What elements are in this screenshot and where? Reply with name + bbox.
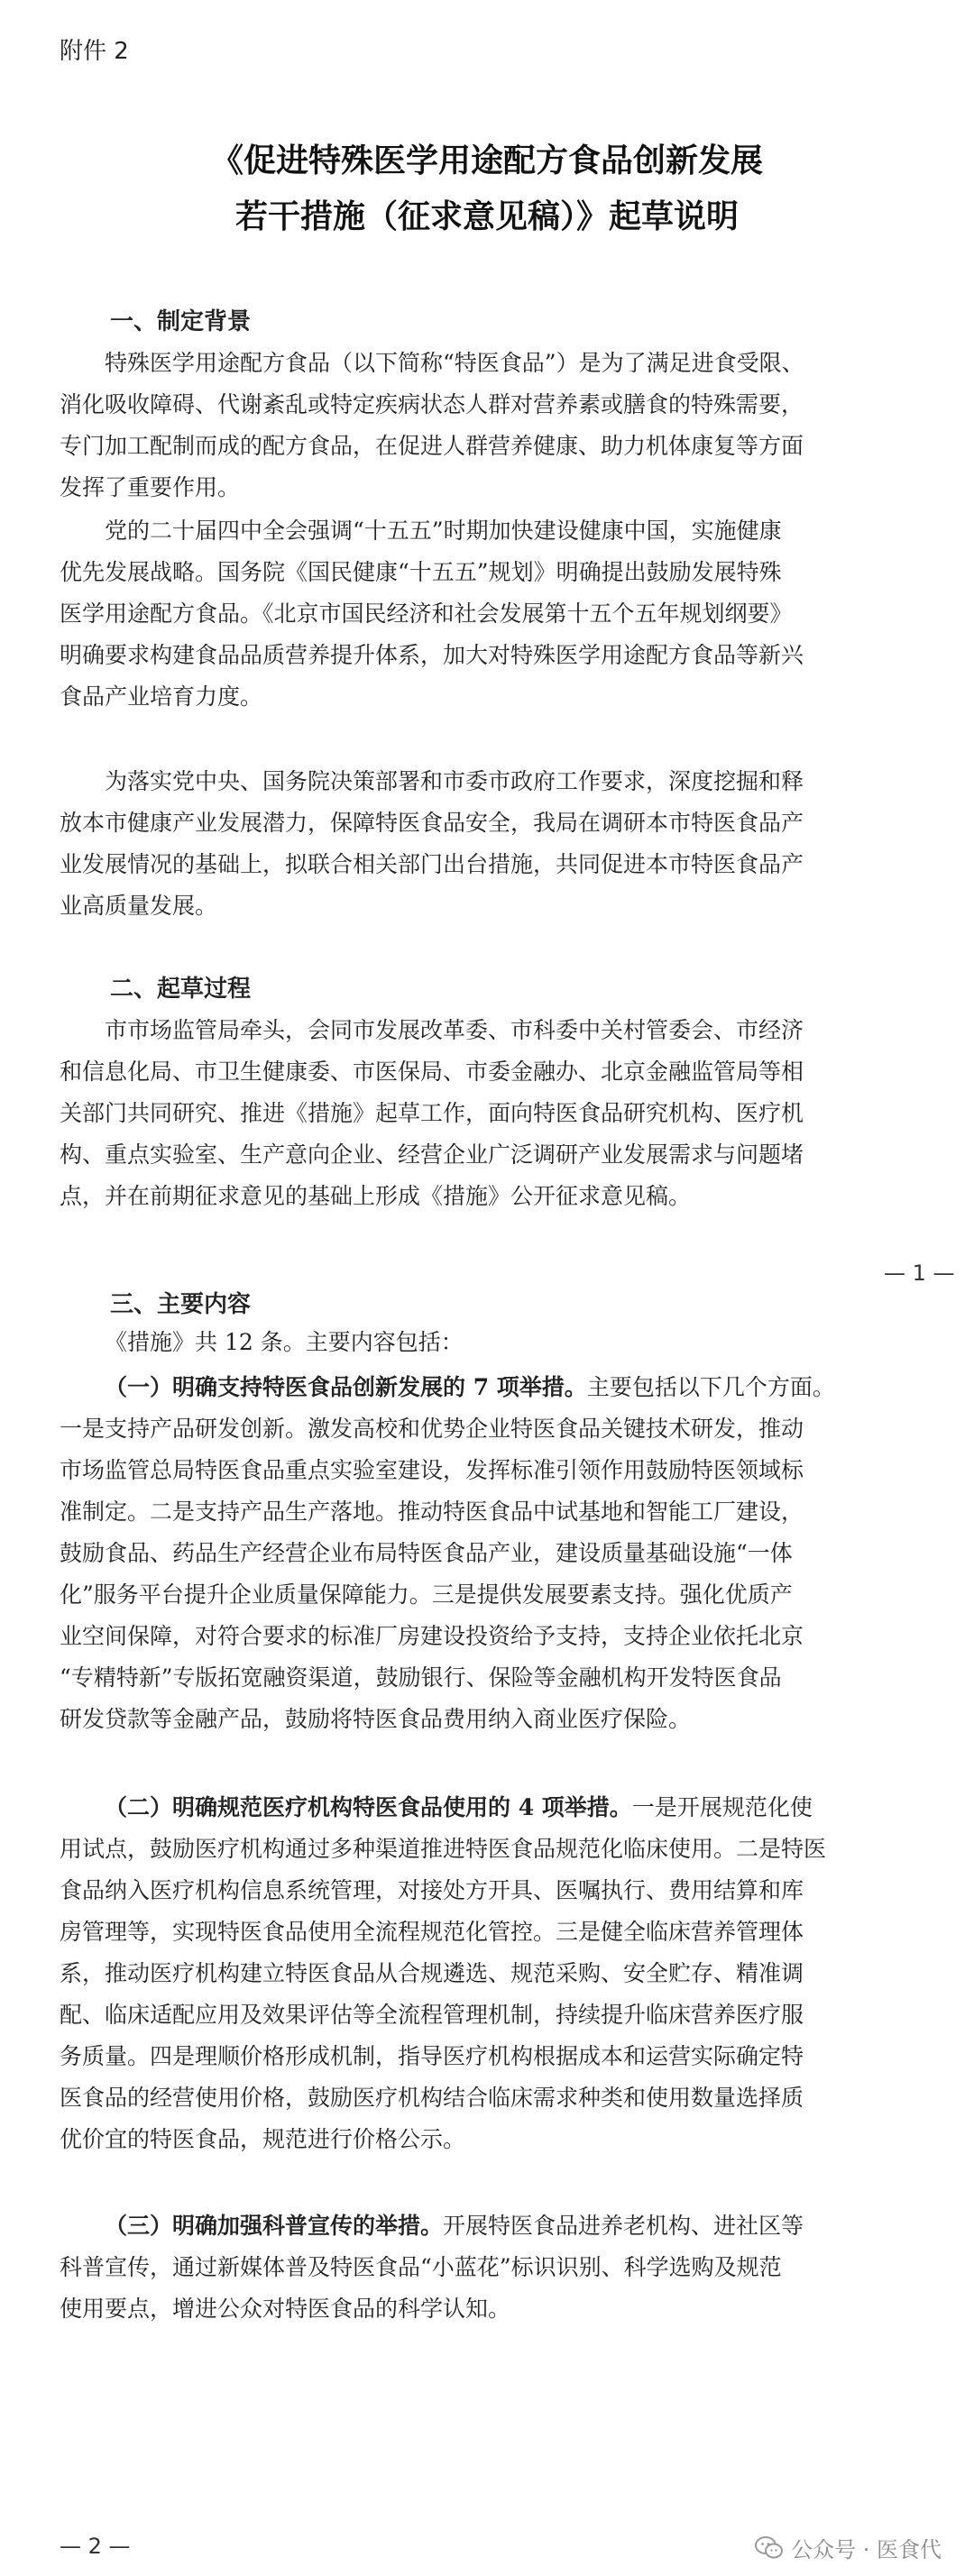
paragraph-line: 用试点，鼓励医疗机构通过多种渠道推进特医食品规范化临床使用。二是特医 bbox=[60, 1836, 827, 1862]
paragraph-line: 医食品的经营使用价格，鼓励医疗机构结合临床需求种类和使用数量选择质 bbox=[60, 2085, 804, 2111]
paragraph-line: 食品产业培育力度。 bbox=[60, 683, 263, 710]
paragraph-line: 鼓励食品、药品生产经营企业布局特医食品产业，建设质量基础设施“一体 bbox=[60, 1540, 793, 1566]
paragraph-line: 科普宣传，通过新媒体普及特医食品“小蓝花”标识识别、科学选购及规范 bbox=[60, 2254, 782, 2280]
section-heading-background: 一、制定背景 bbox=[110, 308, 252, 335]
paragraph bbox=[60, 761, 916, 927]
paragraph-text: 主要包括以下几个方面。 bbox=[586, 1374, 835, 1400]
attachment-label: 附件 2 bbox=[60, 38, 129, 65]
paragraph-line bbox=[60, 2205, 916, 2247]
paragraph-line: 构、重点实验室、生产意向企业、经营企业广泛调研产业发展需求与问题堵 bbox=[60, 1141, 804, 1168]
paragraph-line: 医学用途配方食品。《北京市国民经济和社会发展第十五个五年规划纲要》 bbox=[60, 600, 793, 627]
section-heading-content: 三、主要内容 bbox=[110, 1291, 252, 1318]
paragraph-text: 开展特医食品进养老机构、进社区等 bbox=[443, 2213, 804, 2239]
paragraph-line: 一是支持产品研发创新。激发高校和优势企业特医食品关键技术研发，推动 bbox=[60, 1416, 804, 1442]
watermark bbox=[755, 2532, 942, 2563]
paragraph-lead: （二）明确规范医疗机构特医食品使用的 4 项举措。 bbox=[105, 1794, 632, 1820]
paragraph-line: 点，并在前期征求意见的基础上形成《措施》公开征求意见稿。 bbox=[60, 1183, 692, 1209]
section-heading-drafting: 二、起草过程 bbox=[110, 976, 252, 1003]
paragraph-line: 研发贷款等金融产品，鼓励将特医食品费用纳入商业医疗保险。 bbox=[60, 1706, 692, 1732]
paragraph-line: 优先发展战略。国务院《国民健康“十五五”规划》明确提出鼓励发展特殊 bbox=[60, 559, 782, 585]
paragraph-line: 发挥了重要作用。 bbox=[60, 474, 241, 500]
page-number: — 2 — bbox=[60, 2534, 131, 2559]
paragraph-line: 党的二十届四中全会强调“十五五”时期加快建设健康中国，实施健康 bbox=[105, 518, 782, 544]
paragraph-line: 为落实党中央、国务院决策部署和市委市政府工作要求，深度挖掘和释 bbox=[105, 768, 804, 794]
paragraph-line bbox=[60, 1787, 916, 1829]
paragraph-line: 业空间保障，对符合要求的标准厂房建设投资给予支持，支持企业依托北京 bbox=[60, 1623, 804, 1649]
paragraph-line: 食品纳入医疗机构信息系统管理，对接处方开具、医嘱执行、费用结算和库 bbox=[60, 1877, 804, 1903]
paragraph-line: 关部门共同研究、推进《措施》起草工作，面向特医食品研究机构、医疗机 bbox=[60, 1100, 804, 1126]
paragraph bbox=[60, 343, 916, 509]
paragraph bbox=[60, 1367, 916, 1740]
paragraph bbox=[60, 510, 916, 718]
paragraph bbox=[60, 2205, 916, 2330]
paragraph-line: 配、临床适配应用及效果评估等全流程管理机制，持续提升临床营养医疗服 bbox=[60, 2002, 804, 2028]
paragraph-line: 《措施》共 12 条。主要内容包括： bbox=[105, 1329, 464, 1355]
page-number: — 1 — bbox=[884, 1260, 955, 1286]
paragraph-line: 使用要点，增进公众对特医食品的科学认知。 bbox=[60, 2296, 511, 2322]
paragraph-line: 准制定。二是支持产品生产落地。推动特医食品中试基地和智能工厂建设， bbox=[60, 1499, 804, 1525]
paragraph-line: 和信息化局、市卫生健康委、市医保局、市委金融办、北京金融监管局等相 bbox=[60, 1059, 804, 1085]
paragraph-line: 消化吸收障碍、代谢紊乱或特定疾病状态人群对营养素或膳食的特殊需要， bbox=[60, 391, 804, 417]
paragraph-line: 优价宜的特医食品，规范进行价格公示。 bbox=[60, 2126, 466, 2152]
paragraph-line: 系，推动医疗机构建立特医食品从合规遴选、规范采购、安全贮存、精准调 bbox=[60, 1960, 804, 1986]
wechat-icon bbox=[755, 2536, 784, 2560]
paragraph-line: 市场监管总局特医食品重点实验室建设，发挥标准引领作用鼓励特医领域标 bbox=[60, 1457, 804, 1483]
paragraph bbox=[60, 1010, 916, 1217]
paragraph-line: 专门加工配制而成的配方食品，在促进人群营养健康、助力机体康复等方面 bbox=[60, 433, 804, 459]
paragraph-line: 特殊医学用途配方食品（以下简称“特医食品”）是为了满足进食受限、 bbox=[105, 350, 804, 376]
paragraph-line: 放本市健康产业发展潜力，保障特医食品安全，我局在调研本市特医食品产 bbox=[60, 810, 804, 836]
watermark-text: 公众号 · 医食代 bbox=[791, 2537, 942, 2562]
paragraph-lead: （三）明确加强科普宣传的举措。 bbox=[105, 2213, 444, 2239]
paragraph-line: 房管理等，实现特医食品使用全流程规范化管控。三是健全临床营养管理体 bbox=[60, 1919, 804, 1945]
paragraph-line: 市市场监管局牵头，会同市发展改革委、市科委中关村管委会、市经济 bbox=[105, 1017, 804, 1043]
paragraph-line: 业高质量发展。 bbox=[60, 893, 218, 919]
document-title-line2: 若干措施（征求意见稿）》起草说明 bbox=[234, 197, 739, 235]
paragraph bbox=[60, 1787, 916, 2160]
paragraph-lead: （一）明确支持特医食品创新发展的 7 项举措。 bbox=[105, 1374, 587, 1400]
paragraph-line bbox=[60, 1367, 916, 1408]
paragraph-text: 一是开展规范化使 bbox=[631, 1794, 813, 1820]
document-title-line1: 《促进特殊医学用途配方食品创新发展 bbox=[210, 142, 763, 179]
paragraph-line: 务质量。四是理顺价格形成机制，指导医疗机构根据成本和运营实际确定特 bbox=[60, 2043, 804, 2069]
paragraph bbox=[60, 1322, 916, 1363]
paragraph-line: 明确要求构建食品品质营养提升体系，加大对特殊医学用途配方食品等新兴 bbox=[60, 642, 804, 668]
paragraph-line: 业发展情况的基础上，拟联合相关部门出台措施，共同促进本市特医食品产 bbox=[60, 851, 804, 877]
paragraph-line: “专精特新”专版拓宽融资渠道，鼓励银行、保险等金融机构开发特医食品 bbox=[60, 1664, 782, 1691]
paragraph-line: 化”服务平台提升企业质量保障能力。三是提供发展要素支持。强化优质产 bbox=[60, 1581, 793, 1608]
